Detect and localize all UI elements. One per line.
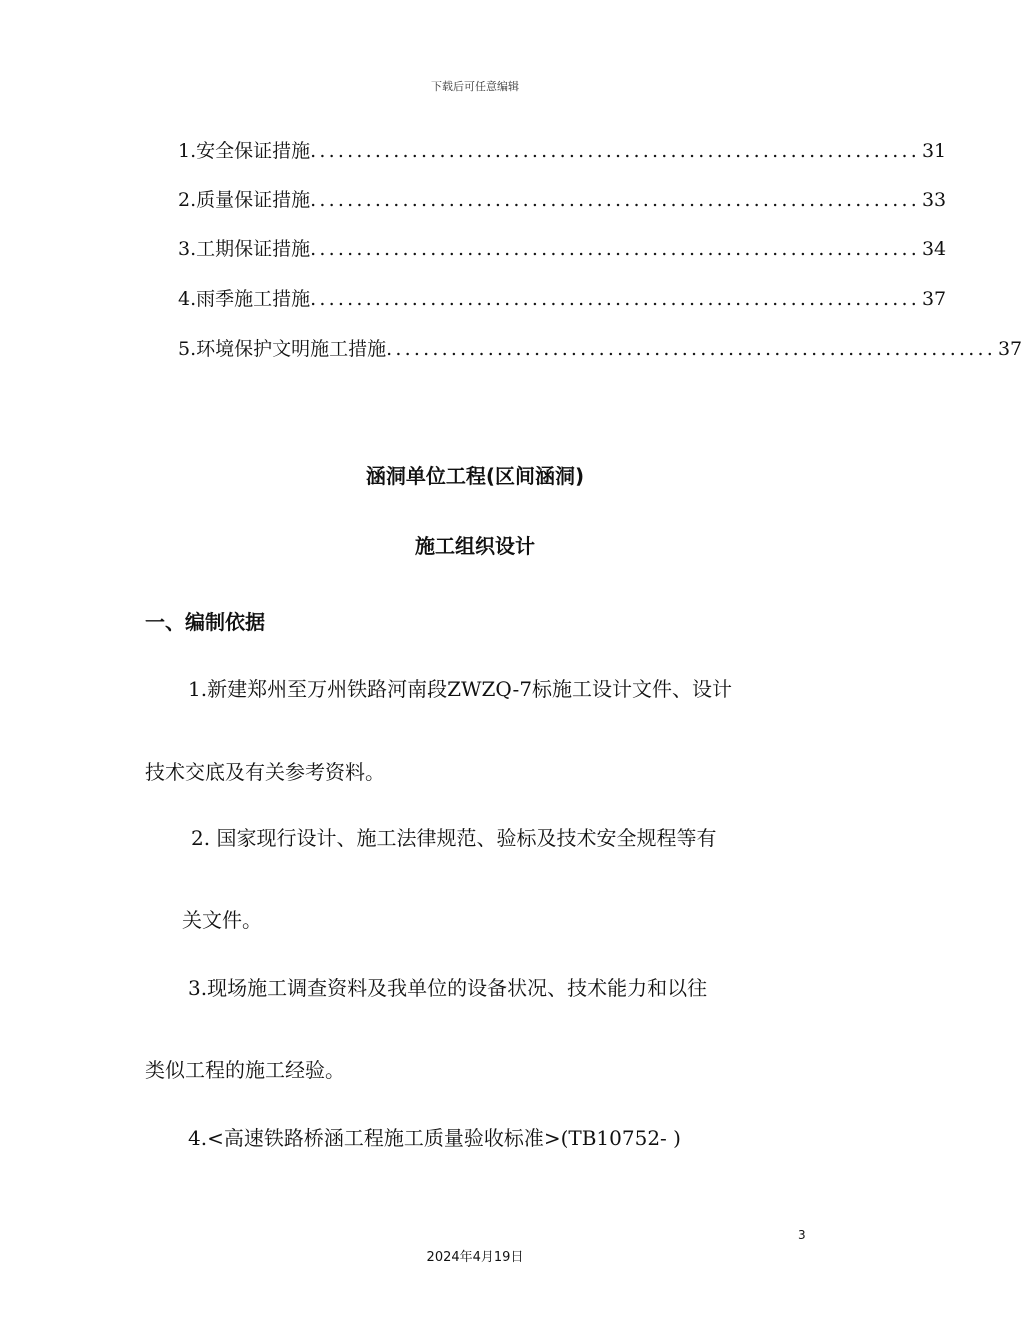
- paragraph-1-line1: 1.新建郑州至万州铁路河南段ZWZQ-7标施工设计文件、设计: [188, 677, 733, 701]
- toc-entry-label: 2.质量保证措施: [178, 189, 311, 211]
- toc-entry-page: 37: [921, 288, 947, 310]
- toc-leader-dots: ..................................................................: [310, 189, 920, 211]
- toc-entry-page: 34: [921, 238, 947, 260]
- paragraph-4-line1: 4.<高速铁路桥涵工程施工质量验收标准>(TB10752- ): [188, 1126, 681, 1150]
- document-title-line2: 施工组织设计: [415, 534, 535, 558]
- paragraph-2-line1: 2. 国家现行设计、施工法律规范、验标及技术安全规程等有: [191, 826, 717, 850]
- toc-entry-label: 1.安全保证措施: [178, 140, 311, 162]
- toc-leader-dots: ..................................................................: [310, 238, 920, 260]
- footer-date: 2024年4月19日: [426, 1250, 524, 1265]
- paragraph-2-line2: 关文件。: [182, 908, 262, 932]
- toc-leader-dots: ..................................................................: [310, 140, 920, 162]
- toc-leader-dots: ..................................................................: [386, 338, 996, 360]
- toc-entry-page: 33: [921, 189, 947, 211]
- toc-entry-label: 4.雨季施工措施: [178, 288, 311, 310]
- toc-entry[interactable]: [178, 136, 947, 166]
- toc-entry-label: 3.工期保证措施: [178, 238, 311, 260]
- toc-entry-label: 5.环境保护文明施工措施: [178, 338, 387, 360]
- paragraph-3-line2: 类似工程的施工经验。: [145, 1058, 345, 1082]
- toc-entry[interactable]: [178, 284, 947, 314]
- document-title-line1: 涵洞单位工程(区间涵洞): [365, 464, 585, 488]
- header-note: 下载后可任意编辑: [431, 80, 519, 93]
- toc-entry-page: 31: [921, 140, 947, 162]
- toc-leader-dots: ..................................................................: [310, 288, 920, 310]
- page-number: 3: [798, 1228, 806, 1242]
- toc-entry[interactable]: [178, 185, 947, 215]
- paragraph-3-line1: 3.现场施工调查资料及我单位的设备状况、技术能力和以往: [188, 976, 708, 1000]
- paragraph-1-line2: 技术交底及有关参考资料。: [145, 760, 385, 784]
- toc-entry[interactable]: [178, 334, 1022, 364]
- toc-entry[interactable]: [178, 234, 947, 264]
- section-heading: 一、编制依据: [145, 610, 265, 634]
- toc-entry-page: 37: [997, 338, 1022, 360]
